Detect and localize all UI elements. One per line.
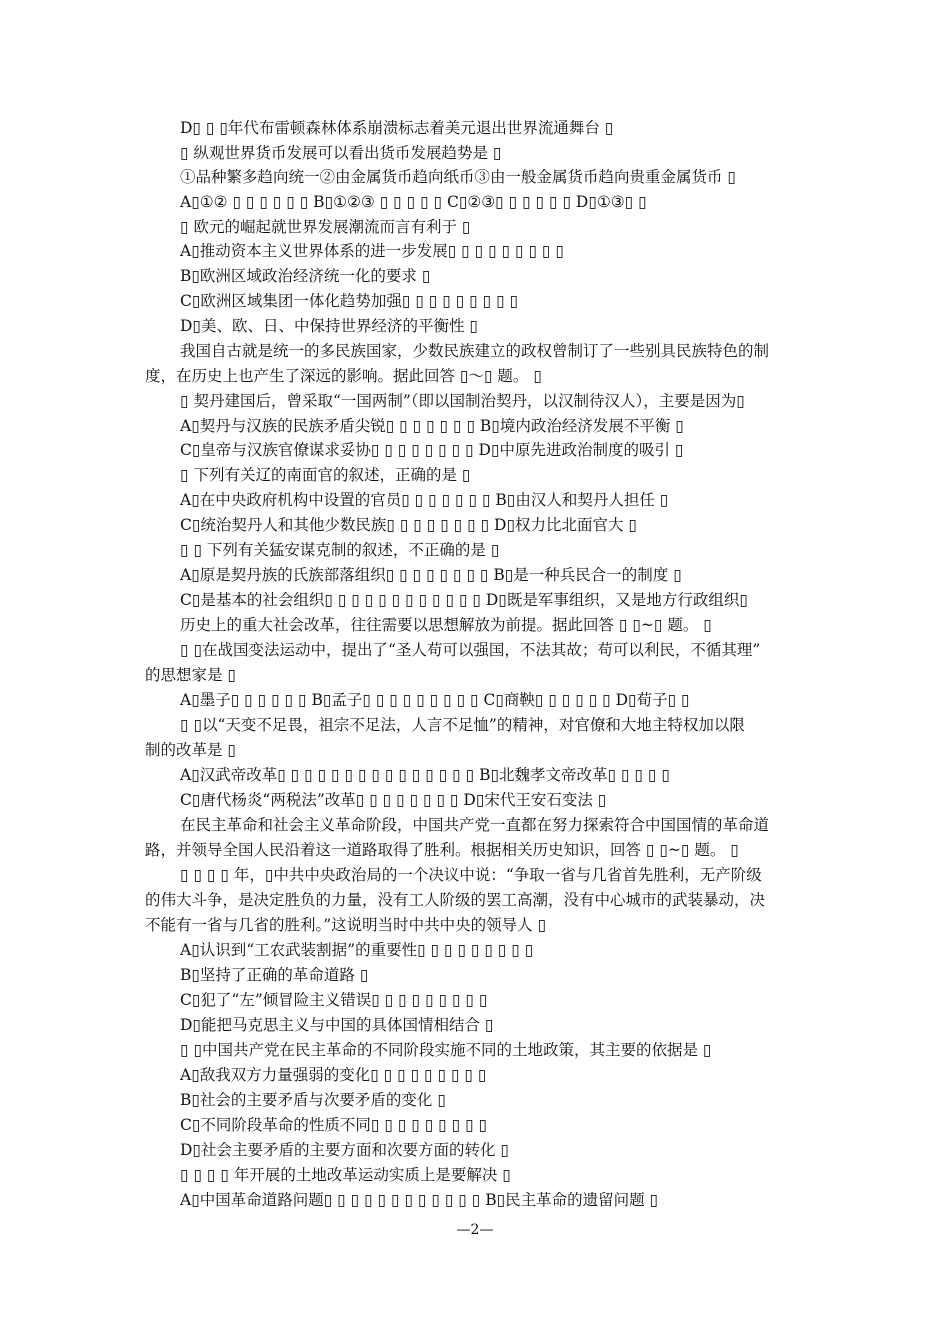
question-line: ▯ ▯ ▯ ▯ 年，▯中共中央政治局的一个决议中说：“争取一省与几省首先胜利，无产阶级 (180, 866, 762, 884)
text-line: ①品种繁多趋向统一②由金属货币趋向纸币③由一般金属货币趋向贵重金属货币 ▯ (180, 168, 736, 186)
option-line: A▯推动资本主义世界体系的进一步发展▯ ▯ ▯ ▯ ▯ ▯ ▯ ▯ ▯ (180, 242, 564, 260)
paragraph-line: 度，在历史上也产生了深远的影响。据此回答 ▯～▯ 题。 ▯ (145, 367, 542, 385)
options-line: A▯汉武帝改革▯ ▯ ▯ ▯ ▯ ▯ ▯ ▯ ▯ ▯ ▯ ▯ ▯ ▯ ▯ B▯北魏孝文帝改革▯ ▯ ▯ ▯ ▯ (180, 766, 670, 784)
paragraph-line: 我国自古就是统一的多民族国家，少数民族建立的政权曾制订了一些别具民族特色的制 (180, 342, 770, 360)
options-line: A▯墨子▯ ▯ ▯ ▯ ▯ ▯ B▯孟子▯ ▯ ▯ ▯ ▯ ▯ ▯ ▯ ▯ C▯商鞅▯ ▯ ▯ ▯ ▯ ▯ D▯荀子▯ ▯ (180, 691, 690, 709)
option-line: B▯欧洲区域政治经济统一化的要求 ▯ (180, 267, 431, 285)
options-line: C▯皇帝与汉族官僚谋求妥协▯ ▯ ▯ ▯ ▯ ▯ ▯ ▯ D▯中原先进政治制度的吸引 ▯ (180, 441, 684, 459)
option-line: A▯敌我双方力量强弱的变化▯ ▯ ▯ ▯ ▯ ▯ ▯ ▯ ▯ (180, 1066, 487, 1084)
text-line: D▯ ▯ ▯年代布雷顿森林体系崩溃标志着美元退出世界流通舞台 ▯ (180, 119, 614, 137)
page-number: —2— (456, 1222, 494, 1238)
option-line: A▯认识到“工农武装割据”的重要性▯ ▯ ▯ ▯ ▯ ▯ ▯ ▯ ▯ (180, 941, 534, 959)
paragraph-line: 路，并领导全国人民沿着这一道路取得了胜利。根据相关历史知识，回答 ▯ ▯~▯ 题。 ▯ (145, 841, 739, 859)
question-line: 的思想家是 ▯ (145, 666, 236, 684)
question-line: ▯ 契丹建国后，曾采取“一国两制”（即以国制治契丹，以汉制待汉人），主要是因为▯ (180, 392, 745, 410)
question-line: 制的改革是 ▯ (145, 741, 236, 759)
question-line: ▯ 纵观世界货币发展可以看出货币发展趋势是 ▯ (180, 144, 502, 162)
options-line: A▯原是契丹族的氏族部落组织▯ ▯ ▯ ▯ ▯ ▯ ▯ ▯ B▯是一种兵民合一的制度 ▯ (180, 566, 682, 584)
option-line: D▯能把马克思主义与中国的具体国情相结合 ▯ (180, 1016, 494, 1034)
question-line: ▯ ▯以“天变不足畏，祖宗不足法，人言不足恤”的精神，对官僚和大地主特权加以限 (180, 716, 745, 734)
question-line: ▯ ▯中国共产党在民主革命的不同阶段实施不同的土地政策，其主要的依据是 ▯ (180, 1041, 712, 1059)
options-line: A▯①② ▯ ▯ ▯ ▯ ▯ ▯ B▯①②③ ▯ ▯ ▯ ▯ ▯ C▯②③▯ ▯ ▯ ▯ ▯ ▯ D▯①③▯ ▯ (180, 193, 647, 211)
question-line: ▯ ▯ ▯ ▯ 年开展的土地改革运动实质上是要解决 ▯ (180, 1166, 511, 1184)
question-line: 不能有一省与几省的胜利。”这说明当时中共中央的领导人 ▯ (145, 916, 547, 934)
question-line: ▯ 下列有关辽的南面官的叙述，正确的是 ▯ (180, 466, 471, 484)
question-line: ▯ ▯ 下列有关猛安谋克制的叙述，不正确的是 ▯ (180, 541, 500, 559)
paragraph-line: 在民主革命和社会主义革命阶段，中国共产党一直都在努力探索符合中国国情的革命道 (180, 816, 770, 834)
paragraph-line: 历史上的重大社会改革，往往需要以思想解放为前提。据此回答 ▯ ▯~▯ 题。 ▯ (180, 616, 712, 634)
option-line: B▯社会的主要矛盾与次要矛盾的变化 ▯ (180, 1091, 446, 1109)
option-line: C▯不同阶段革命的性质不同▯ ▯ ▯ ▯ ▯ ▯ ▯ ▯ ▯ (180, 1116, 488, 1134)
options-line: C▯唐代杨炎“两税法”改革▯ ▯ ▯ ▯ ▯ ▯ ▯ ▯ D▯宋代王安石变法 ▯ (180, 791, 607, 809)
question-line: 的伟大斗争，是决定胜负的力量，没有工人阶级的罢工高潮，没有中心城市的武装暴动，决 (145, 891, 766, 909)
option-line: B▯坚持了正确的革命道路 ▯ (180, 966, 369, 984)
question-line: ▯ 欧元的崛起就世界发展潮流而言有利于 ▯ (180, 218, 471, 236)
question-line: ▯ ▯在战国变法运动中，提出了“圣人苟可以强国，不法其故；苟可以利民，不循其理” (180, 641, 761, 659)
options-line: A▯契丹与汉族的民族矛盾尖锐▯ ▯ ▯ ▯ ▯ ▯ ▯ B▯境内政治经济发展不平衡 ▯ (180, 417, 684, 435)
option-line: C▯犯了“左”倾冒险主义错误▯ ▯ ▯ ▯ ▯ ▯ ▯ ▯ ▯ (180, 991, 488, 1009)
options-line: C▯是基本的社会组织▯ ▯ ▯ ▯ ▯ ▯ ▯ ▯ ▯ ▯ ▯ ▯ D▯既是军事组织，又是地方行政组织▯ (180, 591, 748, 609)
option-line: C▯欧洲区域集团一体化趋势加强▯ ▯ ▯ ▯ ▯ ▯ ▯ ▯ ▯ (180, 292, 519, 310)
options-line: C▯统治契丹人和其他少数民族▯ ▯ ▯ ▯ ▯ ▯ ▯ ▯ D▯权力比北面官大 ▯ (180, 516, 637, 534)
option-line: D▯美、欧、日、中保持世界经济的平衡性 ▯ (180, 317, 478, 335)
option-line: D▯社会主要矛盾的主要方面和次要方面的转化 ▯ (180, 1141, 509, 1159)
options-line: A▯在中央政府机构中设置的官员▯ ▯ ▯ ▯ ▯ ▯ ▯ B▯由汉人和契丹人担任 ▯ (180, 491, 669, 509)
options-line: A▯中国革命道路问题▯ ▯ ▯ ▯ ▯ ▯ ▯ ▯ ▯ ▯ ▯ ▯ B▯民主革命的遗留问题 ▯ (180, 1191, 659, 1209)
